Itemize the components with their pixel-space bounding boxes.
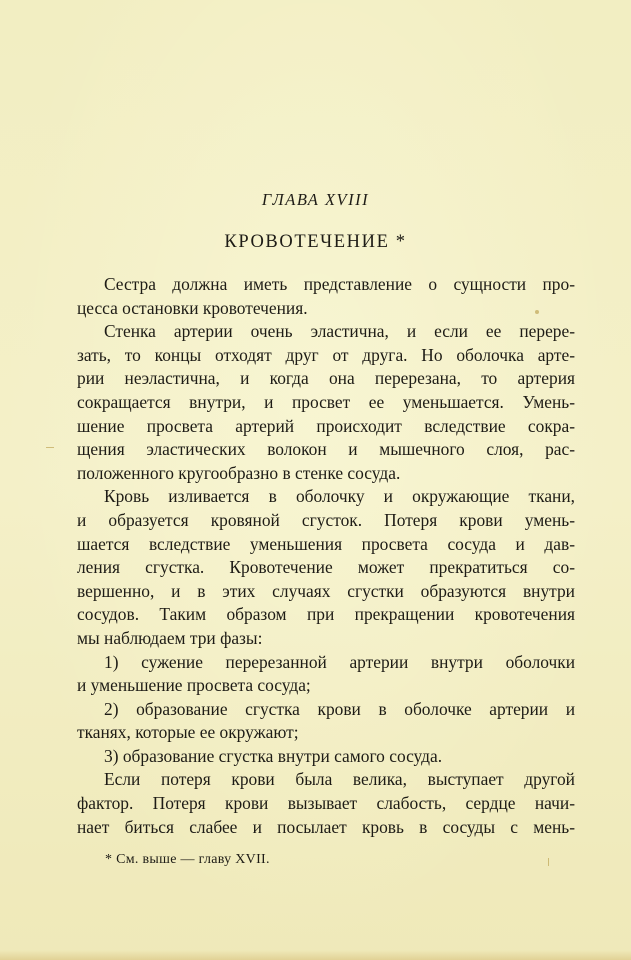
text-line: сосудов. Таким образом при прекращении кровотечения bbox=[77, 604, 575, 625]
body-text bbox=[77, 273, 575, 839]
text-line: положенного кругообразно в стенке сосуда. bbox=[77, 462, 401, 483]
text-line: ления сгустка. Кровотечение может прекратиться со- bbox=[77, 557, 575, 578]
text-line: Кровь изливается в оболочку и окружающие ткани, bbox=[104, 486, 575, 507]
list-item-line: 1) сужение перерезанной артерии внутри оболочки bbox=[104, 651, 575, 672]
page-edge-shadow bbox=[0, 950, 631, 960]
text-line: вершенно, и в этих случаях сгустки образуются внутри bbox=[77, 580, 575, 601]
text-line: нает биться слабее и посылает кровь в сосуды с мень- bbox=[77, 816, 575, 837]
text-line: сокращается внутри, и просвет ее уменьшается. Умень- bbox=[77, 391, 575, 412]
list-item-line: тканях, которые ее окружают; bbox=[77, 722, 299, 743]
paper-speck bbox=[535, 310, 539, 314]
chapter-title: КРОВОТЕЧЕНИЕ * bbox=[224, 232, 407, 252]
footnote: * См. выше — главу XVII. bbox=[105, 852, 270, 867]
chapter-number: ГЛАВА XVIII bbox=[261, 190, 370, 209]
text-line: шается вследствие уменьшения просвета сосуда и дав- bbox=[77, 533, 575, 554]
text-line: зать, то концы отходят друг от друга. Но оболочка арте- bbox=[77, 344, 575, 365]
text-line: и образуется кровяной сгусток. Потеря крови умень- bbox=[77, 509, 575, 530]
text-line: фактор. Потеря крови вызывает слабость, сердце начи- bbox=[77, 793, 575, 814]
text-line: шение просвета артерий происходит вследствие сокра- bbox=[77, 415, 575, 436]
paper-speck bbox=[46, 447, 54, 448]
text-line: Стенка артерии очень эластична, и если ее перере- bbox=[104, 321, 575, 342]
text-line: рии неэластична, и когда она перерезана, то артерия bbox=[77, 368, 575, 389]
text-line: щения эластических волокон и мышечного слоя, рас- bbox=[77, 439, 575, 460]
list-item-line: 3) образование сгустка внутри самого сосуда. bbox=[104, 745, 443, 766]
list-item-line: и уменьшение просвета сосуда; bbox=[77, 675, 311, 696]
text-line: цесса остановки кровотечения. bbox=[77, 297, 308, 318]
paper-speck bbox=[548, 858, 549, 866]
list-item-line: 2) образование сгустка крови в оболочке артерии и bbox=[104, 698, 575, 719]
text-line: Если потеря крови была велика, выступает другой bbox=[104, 769, 575, 790]
text-line: мы наблюдаем три фазы: bbox=[77, 627, 263, 648]
text-line: Сестра должна иметь представление о сущности про- bbox=[104, 274, 575, 294]
